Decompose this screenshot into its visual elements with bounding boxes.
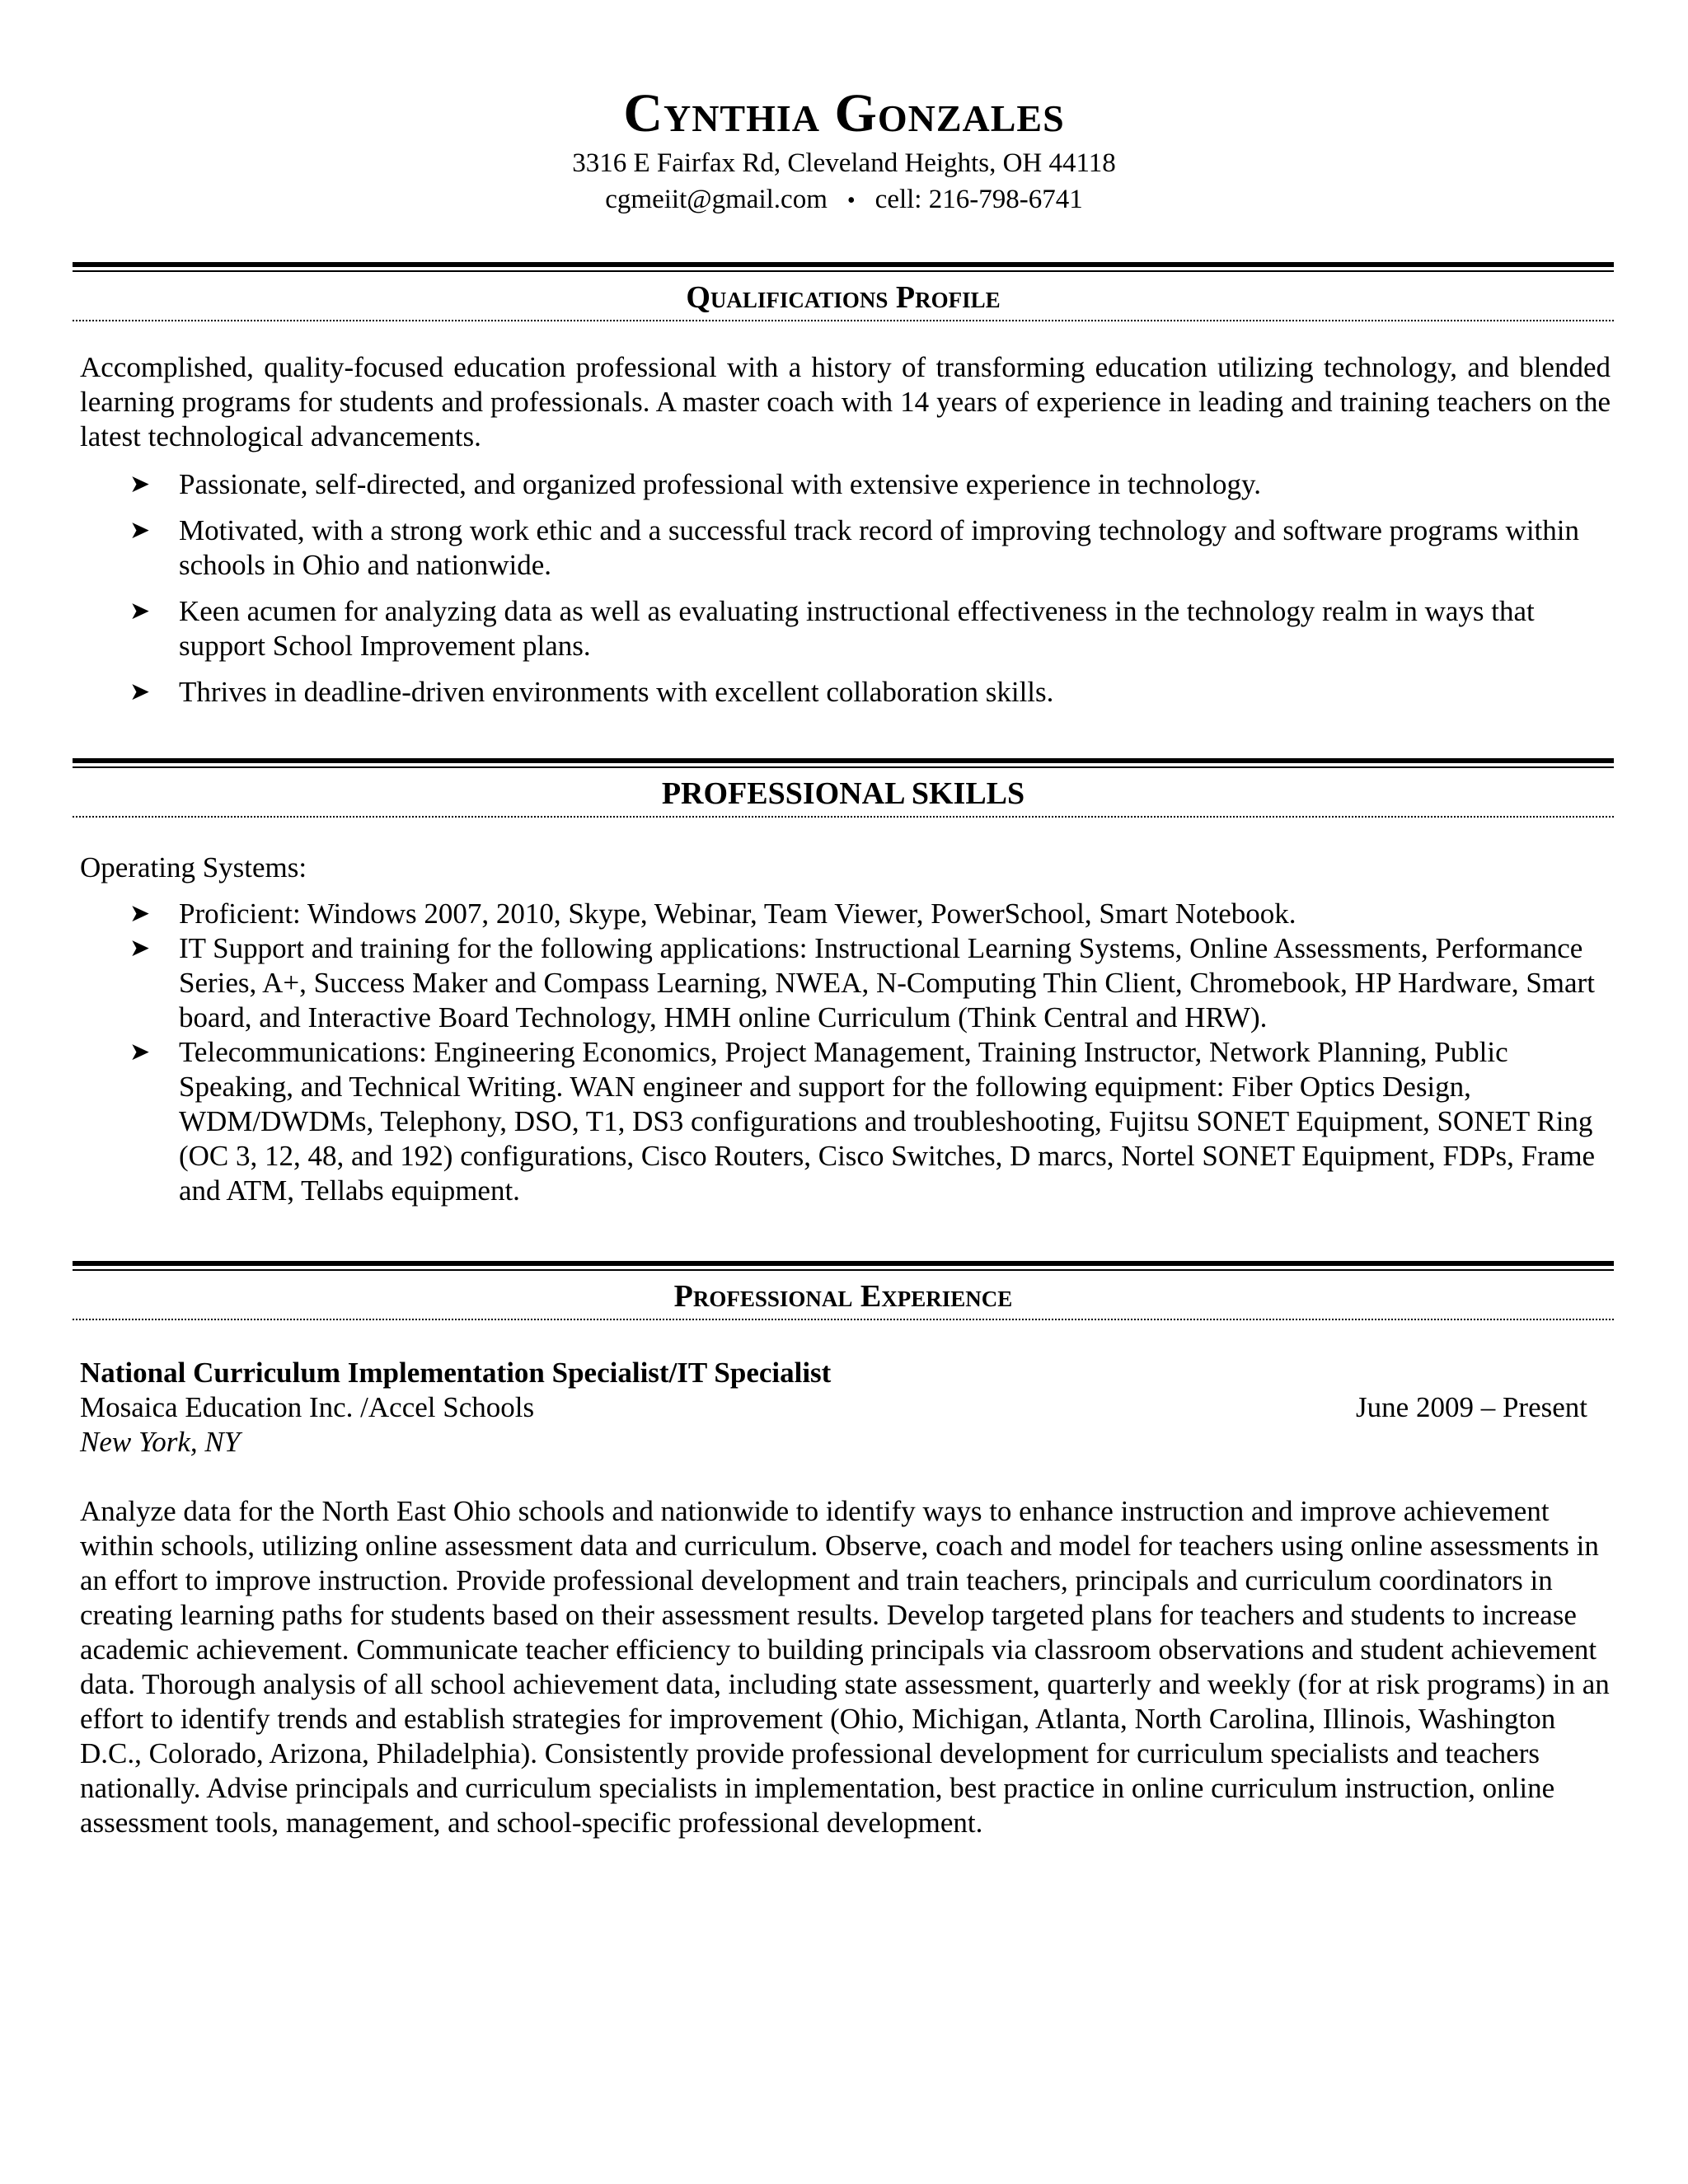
- job-dates: June 2009 – Present: [1356, 1391, 1587, 1423]
- divider-thick: [73, 758, 1614, 763]
- arrowhead-bullet-icon: ➤: [129, 900, 151, 927]
- divider-dotted: [73, 1319, 1614, 1320]
- job-entry: [80, 1356, 1611, 1840]
- address: 3316 E Fairfax Rd, Cleveland Heights, OH 44118: [572, 148, 1116, 178]
- arrowhead-bullet-icon: ➤: [129, 1038, 151, 1066]
- qualifications-bullets: [80, 467, 1611, 710]
- bullet-text: IT Support and training for the following applications: Instructional Learning Systems, Online Assessments, Performance Series, A+, Success Maker and Compass Learning, NWEA, N-Computing Thin Client, Chromebook, HP Hardware, Smart board, and Interactive Board Technology, HMH online Curriculum (Think Central and HRW).: [179, 932, 1595, 1033]
- section-header-skills: [73, 758, 1614, 818]
- candidate-name: Cynthia Gonzales: [623, 83, 1065, 143]
- experience-body: [80, 1356, 1611, 1840]
- separator-dot: •: [846, 188, 856, 213]
- job-company: Mosaica Education Inc. /Accel Schools: [80, 1391, 535, 1423]
- contact-line: [0, 181, 1688, 219]
- skills-body: [80, 851, 1611, 1208]
- arrowhead-bullet-icon: ➤: [129, 471, 151, 498]
- list-item: [80, 931, 1611, 1035]
- arrowhead-bullet-icon: ➤: [129, 935, 151, 962]
- list-item: [80, 675, 1611, 710]
- list-item: [80, 513, 1611, 583]
- section-header-experience: [73, 1261, 1614, 1320]
- divider-dotted: [73, 320, 1614, 321]
- divider-dotted: [73, 816, 1614, 818]
- bullet-text: Passionate, self-directed, and organized professional with extensive experience in technology.: [179, 468, 1262, 500]
- job-description: Analyze data for the North East Ohio schools and nationwide to identify ways to enhance instruction and improve achievement within schools, utilizing online assessment data and curriculum. Observe, coach and model for teachers using online assessments in an effort to improve instruction. Provide professional development and train teachers, principals and curriculum coordinators in creating learning paths for students based on their assessment results. Develop targeted plans for teachers and students to increase academic achievement. Communicate teacher efficiency to building principals via classroom observations and student achievement data. Thorough analysis of all school achievement data, including state assessment, quarterly and weekly (for at risk programs) in an effort to identify trends and establish strategies for improvement (Ohio, Michigan, Atlanta, North Carolina, Illinois, Washington D.C., Colorado, Arizona, Philadelphia). Consistently provide professional development for curriculum specialists and teachers nationally. Advise principals and curriculum specialists in implementation, best practice in online curriculum instruction, online assessment tools, management, and school-specific professional development.: [80, 1495, 1610, 1839]
- bullet-text: Proficient: Windows 2007, 2010, Skype, Webinar, Team Viewer, PowerSchool, Smart Notebook.: [179, 898, 1296, 930]
- section-title-qualifications: Qualifications Profile: [686, 280, 1001, 315]
- divider-thin: [73, 270, 1614, 272]
- list-item: [80, 1035, 1611, 1208]
- bullet-text: Telecommunications: Engineering Economics, Project Management, Training Instructor, Network Planning, Public Speaking, and Technical Writing. WAN engineer and support for the following equipment: Fiber Optics Design, WDM/DWDMs, Telephony, DSO, T1, DS3 configurations and troubleshooting, Fujitsu SONET Equipment, SONET Ring (OC 3, 12, 48, and 192) configurations, Cisco Routers, Cisco Switches, D marcs, Nortel SONET Equipment, FDPs, Frame and ATM, Tellabs equipment.: [179, 1036, 1596, 1207]
- qualifications-summary: Accomplished, quality-focused education professional with a history of transforming education utilizing technology, and blended learning programs for students and professionals. A master coach with 14 years of experience in leading and training teachers on the latest technological advancements.: [80, 351, 1611, 452]
- qualifications-body: [80, 350, 1611, 721]
- skills-bullets: [80, 897, 1611, 1208]
- arrowhead-bullet-icon: ➤: [129, 678, 151, 705]
- phone: cell: 216-798-6741: [874, 185, 1083, 214]
- list-item: [80, 467, 1611, 502]
- section-header-qualifications: [73, 262, 1614, 321]
- divider-thin: [73, 1269, 1614, 1271]
- job-location: New York, NY: [80, 1426, 241, 1458]
- divider-thin: [73, 766, 1614, 768]
- section-title-skills: PROFESSIONAL SKILLS: [661, 776, 1025, 811]
- job-title: National Curriculum Implementation Specialist/IT Specialist: [80, 1357, 832, 1389]
- list-item: [80, 897, 1611, 931]
- bullet-text: Thrives in deadline-driven environments with excellent collaboration skills.: [179, 676, 1054, 708]
- bullet-text: Motivated, with a strong work ethic and a successful track record of improving technology and software programs within schools in Ohio and nationwide.: [179, 514, 1579, 581]
- divider-thick: [73, 262, 1614, 267]
- job-company-row: [80, 1390, 1611, 1425]
- email: cgmeiit@gmail.com: [605, 185, 828, 214]
- divider-thick: [73, 1261, 1614, 1266]
- arrowhead-bullet-icon: ➤: [129, 517, 151, 544]
- bullet-text: Keen acumen for analyzing data as well as evaluating instructional effectiveness in the technology realm in ways that support School Improvement plans.: [179, 595, 1535, 662]
- resume-header: [0, 82, 1688, 219]
- section-title-experience: Professional Experience: [673, 1279, 1013, 1314]
- arrowhead-bullet-icon: ➤: [129, 598, 151, 625]
- list-item: [80, 594, 1611, 663]
- skills-subheading: Operating Systems:: [80, 851, 307, 883]
